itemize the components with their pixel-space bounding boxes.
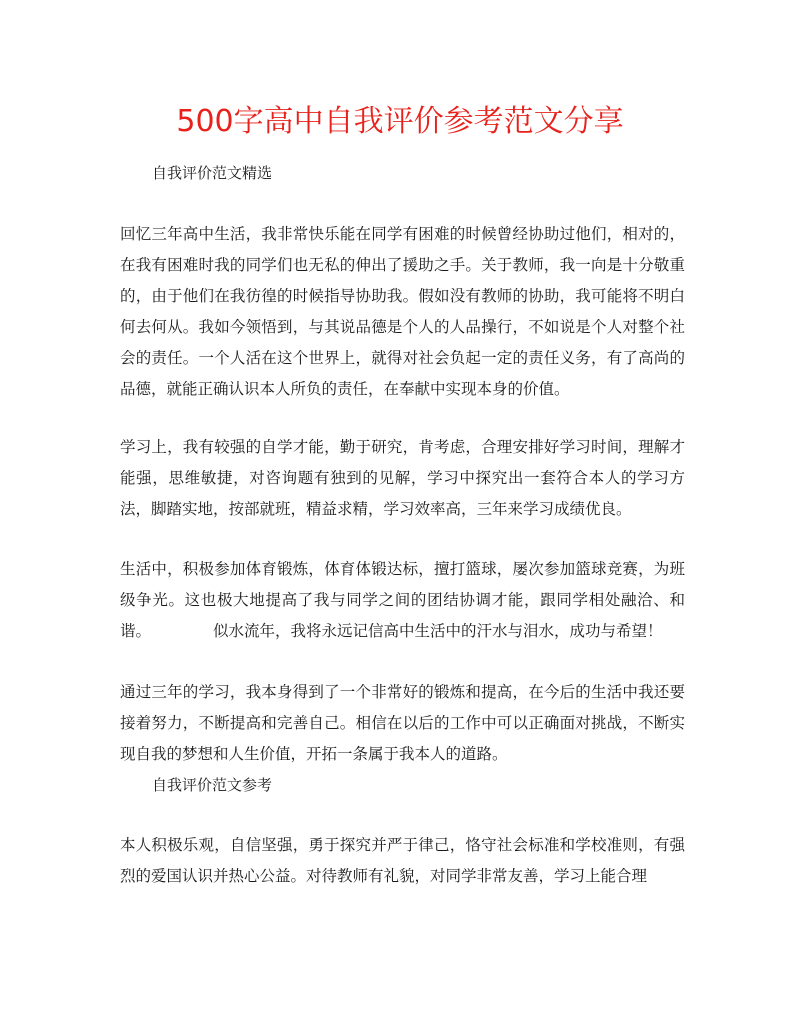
paragraph-life-text: 生活中，积极参加体育锻炼，体育体锻达标，擅打篮球，屡次参加篮球竞赛，为班级争光。这也极大地提高了我与同学之间的团结协调才能，跟同学相处融洽、和谐。 (120, 560, 685, 640)
paragraph-personal: 本人积极乐观，自信坚强，勇于探究并严于律己，恪守社会标准和学校准则，有强烈的爱国认识并热心公益。对待教师有礼貌，对同学非常友善，学习上能合理 (120, 836, 685, 885)
section-heading-reference: 自我评价范文参考 (152, 776, 273, 794)
paragraph-recollection: 回忆三年高中生活，我非常快乐能在同学有困难的时候曾经协助过他们，相对的，在我有困难时我的同学们也无私的伸出了援助之手。关于教师，我一向是十分敬重的，由于他们在我彷徨的时候指导协助我。假如没有教师的协助，我可能将不明白何去何从。我如今领悟到，与其说品德是个人的人品操行，不如说是个人对整个社会的责任。一个人活在这个世界上，就得对社会负起一定的责任义务，有了高尚的品德，就能正确认识本人所负的责任，在奉献中实现本身的价值。 (120, 225, 685, 398)
paragraph-summary: 通过三年的学习，我本身得到了一个非常好的锻炼和提高，在今后的生活中我还要接着努力，不断提高和完善自己。相信在以后的工作中可以正确面对挑战，不断实现自我的梦想和人生价值，开拓一条属于我本人的道路。 (120, 683, 685, 763)
paragraph-study: 学习上，我有较强的自学才能，勤于研究，肯考虑，合理安排好学习时间，理解才能强，思维敏捷，对咨询题有独到的见解，学习中探究出一套符合本人的学习方法，脚踏实地，按部就班，精益求精，学习效率高，三年来学习成绩优良。 (120, 438, 685, 518)
section-heading-selected: 自我评价范文精选 (152, 164, 273, 182)
paragraph-life (120, 554, 685, 647)
paragraph-life-closing: 似水流年，我将永远记信高中生活中的汗水与泪水，成功与希望！ (213, 622, 663, 640)
document-title: 500字高中自我评价参考范文分享 (176, 104, 624, 139)
